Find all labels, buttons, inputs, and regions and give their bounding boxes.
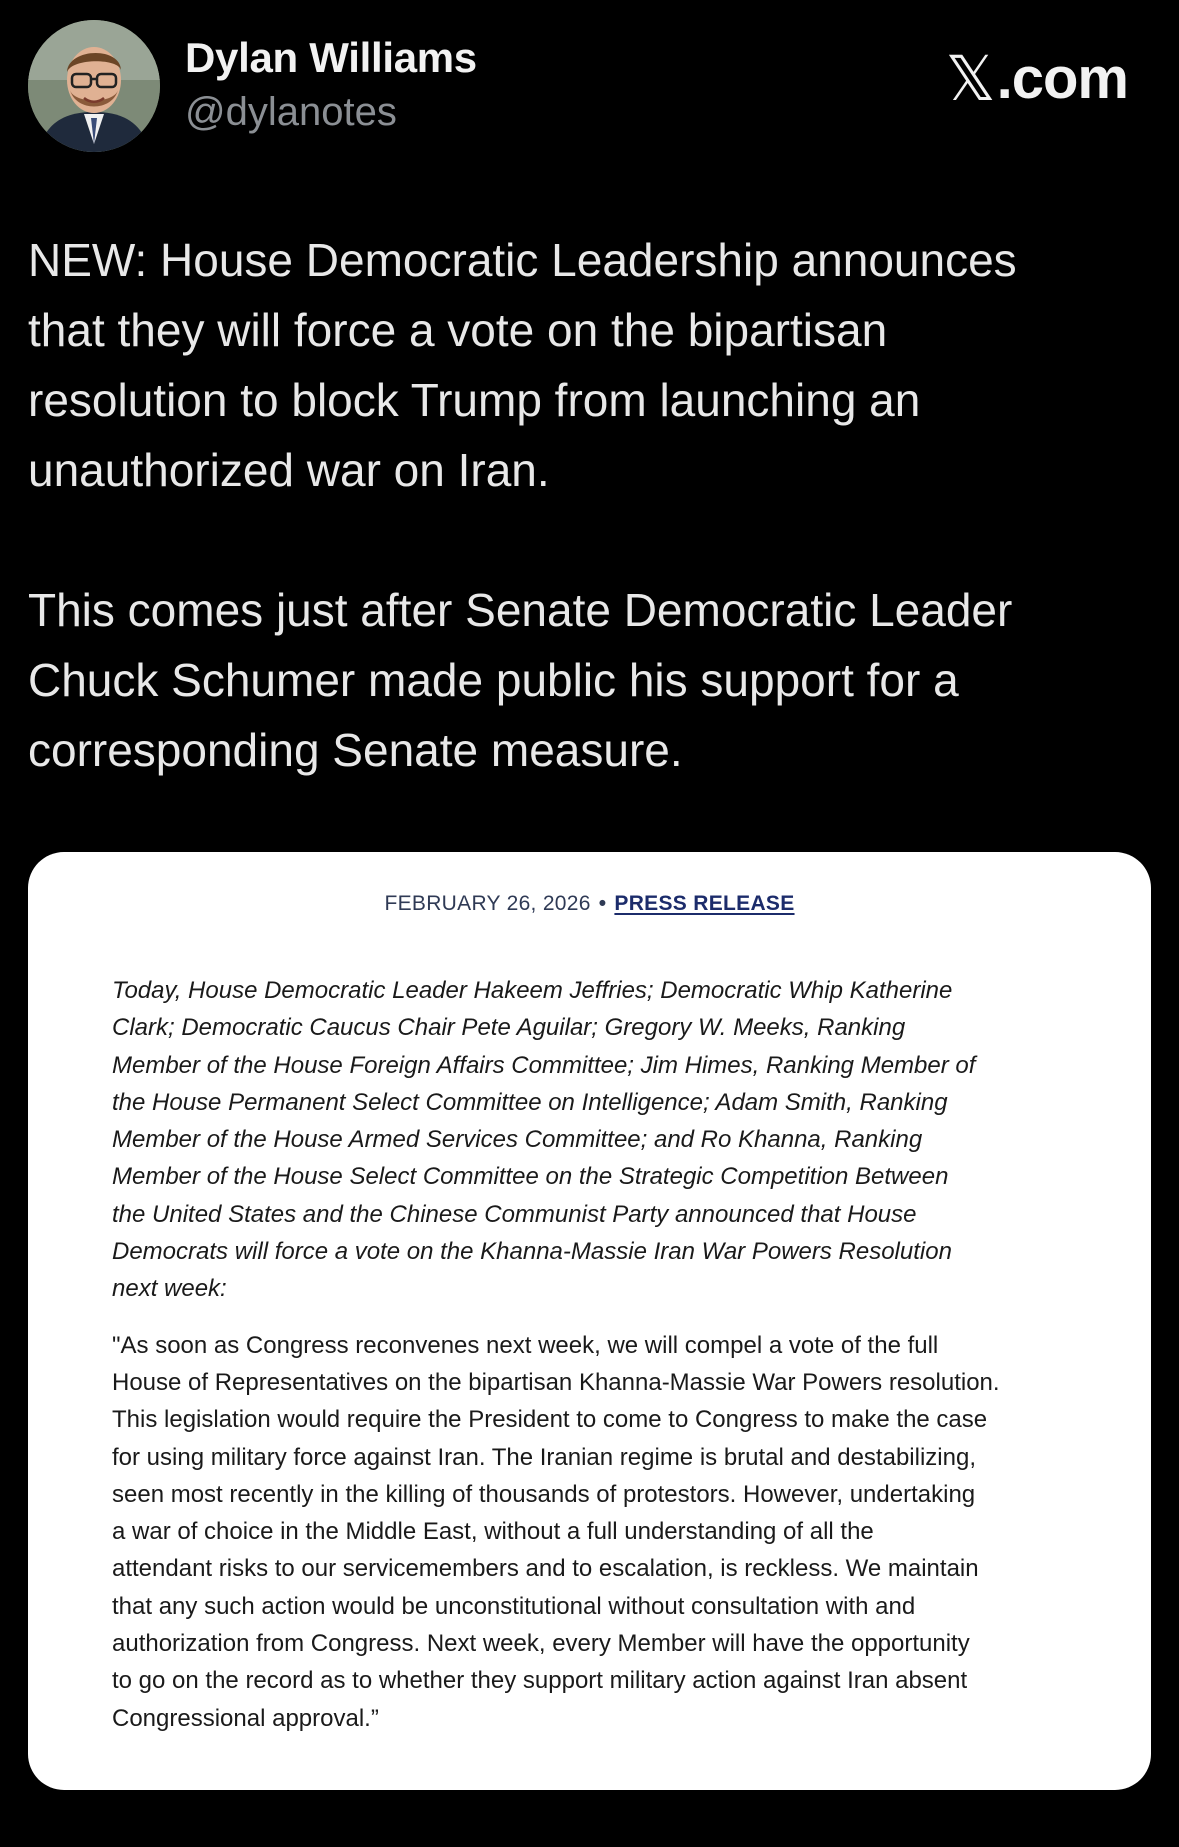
press-release-image[interactable]	[28, 852, 1151, 1790]
press-release-quote: "As soon as Congress reconvenes next week, we will compel a vote of the full House of Representatives on the bipartisan Khanna-Massie War Powers resolution. This legislation would require the President to come to Congress to make the case for using military force against Iran. The Iranian regime is brutal and destabilizing, seen most recently in the killing of thousands of protestors. However, undertaking a war of choice in the Middle East, without a full understanding of all the attendant risks to our servicemembers and to escalation, is reckless. We maintain that any such action would be unconstitutional without consultation with and authorization from Congress. Next week, every Member will have the opportunity to go on the record as to whether they support military action against Iran absent Congressional approval.”	[112, 1331, 1000, 1732]
tweet-header	[28, 20, 1151, 155]
tweet-paragraph-1: NEW: House Democratic Leadership announces that they will force a vote on the bipartisan resolution to block Trump from launching an unauthorized war on Iran.	[28, 234, 1017, 496]
author-name[interactable]: Dylan Williams	[185, 34, 477, 81]
dateline-separator: •	[598, 892, 607, 915]
profile-photo-icon	[28, 20, 160, 152]
x-brand-icon: 𝕏	[945, 45, 995, 114]
press-release-category-link: PRESS RELEASE	[614, 892, 795, 915]
avatar[interactable]	[28, 20, 160, 152]
author-handle[interactable]: @dylanotes	[185, 90, 397, 134]
tweet-text	[28, 225, 1158, 785]
press-release-intro: Today, House Democratic Leader Hakeem Jeffries; Democratic Whip Katherine Clark; Democratic Caucus Chair Pete Aguilar; Gregory W. Meeks, Ranking Member of the House Foreign Affairs Committee; Jim Himes, Ranking Member of the House Permanent Select Committee on Intelligence; Adam Smith, Ranking Member of the House Armed Services Committee; and Ro Khanna, Ranking Member of the House Select Committee on the Strategic Competition Between the United States and the Chinese Communist Party announced that House Democrats will force a vote on the Khanna-Massie Iran War Powers Resolution next week:	[112, 977, 976, 1303]
brand-suffix: .com	[996, 46, 1128, 111]
tweet-paragraph-2: This comes just after Senate Democratic Leader Chuck Schumer made public his support for a corresponding Senate measure.	[28, 584, 1013, 776]
press-release-body	[112, 972, 1102, 1737]
press-release-dateline	[28, 892, 1151, 916]
press-release-date: FEBRUARY 26, 2026	[384, 892, 591, 915]
x-logo	[946, 42, 1128, 115]
